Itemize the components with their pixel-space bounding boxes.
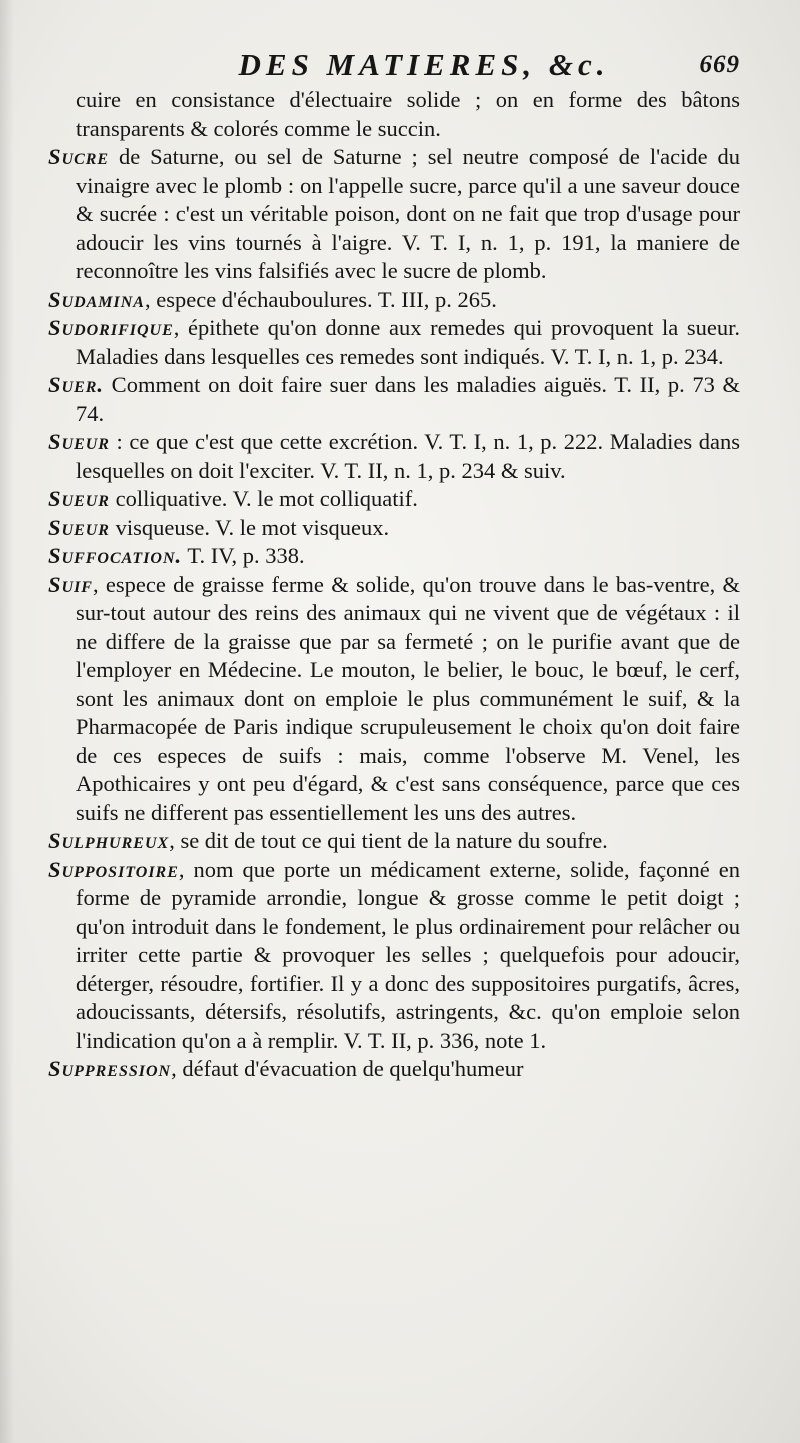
entry-headword: Suffocation. bbox=[48, 543, 183, 568]
page-number: 669 bbox=[699, 51, 740, 78]
index-entry bbox=[48, 542, 740, 571]
index-entry bbox=[48, 371, 740, 428]
index-entry bbox=[48, 428, 740, 485]
index-entry bbox=[48, 143, 740, 286]
entry-headword: Sudamina bbox=[48, 286, 145, 312]
entry-headword: Sudorifique bbox=[48, 315, 174, 340]
entry-headword: Suer. bbox=[48, 372, 105, 397]
entry-text: T. IV, p. 338. bbox=[182, 543, 305, 568]
running-head-title: DES MATIERES, &c. bbox=[238, 47, 610, 82]
entry-headword: Sueur bbox=[48, 429, 110, 454]
entry-text: , défaut d'évacuation de quelqu'humeur bbox=[171, 1056, 524, 1081]
entry-text: : ce que c'est que cette excrétion. V. T. I, n. 1, p. 222. Maladies dans lesquelles on doit l'exciter. V. T. II, n. 1, p. 234 & suiv. bbox=[76, 429, 740, 483]
index-entries bbox=[48, 86, 740, 1084]
text-block bbox=[48, 44, 740, 1084]
entry-headword: Suif bbox=[48, 571, 93, 597]
index-entry bbox=[48, 856, 740, 1056]
page-gutter-shadow bbox=[0, 0, 14, 1443]
entry-text: cuire en consistance d'électuaire solide ; on en forme des bâtons transparents & colorés comme le succin. bbox=[76, 87, 740, 141]
index-entry bbox=[48, 1055, 740, 1084]
running-head bbox=[48, 44, 740, 86]
index-entry bbox=[48, 485, 740, 514]
entry-text: , se dit de tout ce qui tient de la nature du soufre. bbox=[169, 828, 608, 853]
entry-text: , épithete qu'on donne aux remedes qui provoquent la sueur. Maladies dans lesquelles ces remedes sont indiqués. V. T. I, n. 1, p. 234. bbox=[76, 315, 740, 369]
entry-text: , espece d'échauboulures. T. III, p. 265. bbox=[144, 286, 497, 312]
entry-text: , nom que porte un médicament externe, solide, façonné en forme de pyramide arrondie, longue & grosse comme le petit doigt ; qu'on introduit dans le fondement, le plus ordinairement pour relâcher ou irriter cette partie & provoquer les selles ; quelquefois pour adoucir, déterger, résoudre, fortifier. Il y a donc des suppositoires purgatifs, âcres, adoucissants, détersifs, résolutifs, astringents, &c. qu'on emploie selon l'indication qu'on a à remplir. V. T. II, p. 336, note 1. bbox=[76, 856, 740, 1053]
index-entry bbox=[48, 314, 740, 371]
entry-text: de Saturne, ou sel de Saturne ; sel neutre composé de l'acide du vinaigre avec le plomb : on l'appelle sucre, parce qu'il a une saveur douce & sucrée : c'est un véritable poison, dont on ne fait que trop d'usage pour adoucir les vins tournés à l'aigre. V. T. I, n. 1, p. 191, la maniere de reconnoître les vins falsifiés avec le sucre de plomb. bbox=[76, 144, 740, 283]
entry-headword: Sulphureux bbox=[48, 828, 170, 853]
entry-text: Comment on doit faire suer dans les maladies aiguës. T. II, p. 73 & 74. bbox=[76, 372, 740, 426]
entry-headword: Sucre bbox=[48, 144, 110, 169]
entry-headword: Sueur bbox=[48, 486, 110, 511]
entry-headword: Suppression bbox=[48, 1056, 172, 1081]
entry-text: , espece de graisse ferme & solide, qu'on trouve dans le bas-ventre, & sur-tout autour des reins des animaux qui ne vivent que de végétaux : il ne differe de la graisse que par sa fermeté ; on le purifie avant que de l'employer en Médecine. Le mouton, le belier, le bouc, le bœuf, le cerf, sont les animaux dont on emploie le plus communément le suif, & la Pharmacopée de Paris indique scrupuleusement le choix qu'on doit faire de ces especes de suifs : mais, comme l'observe M. Venel, les Apothicaires y ont peu d'égard, & c'est sans conséquence, parce que ces suifs ne different pas essentiellement les uns des autres. bbox=[76, 571, 740, 825]
entry-headword: Sueur bbox=[48, 514, 110, 540]
entry-headword: Suppositoire bbox=[48, 856, 179, 882]
index-entry bbox=[48, 827, 740, 856]
entry-text: visqueuse. V. le mot visqueux. bbox=[109, 514, 390, 540]
entry-text: colliquative. V. le mot colliquatif. bbox=[109, 486, 418, 511]
index-entry bbox=[48, 571, 740, 828]
index-entry bbox=[48, 286, 740, 315]
index-entry bbox=[48, 514, 740, 543]
index-entry bbox=[48, 86, 740, 143]
